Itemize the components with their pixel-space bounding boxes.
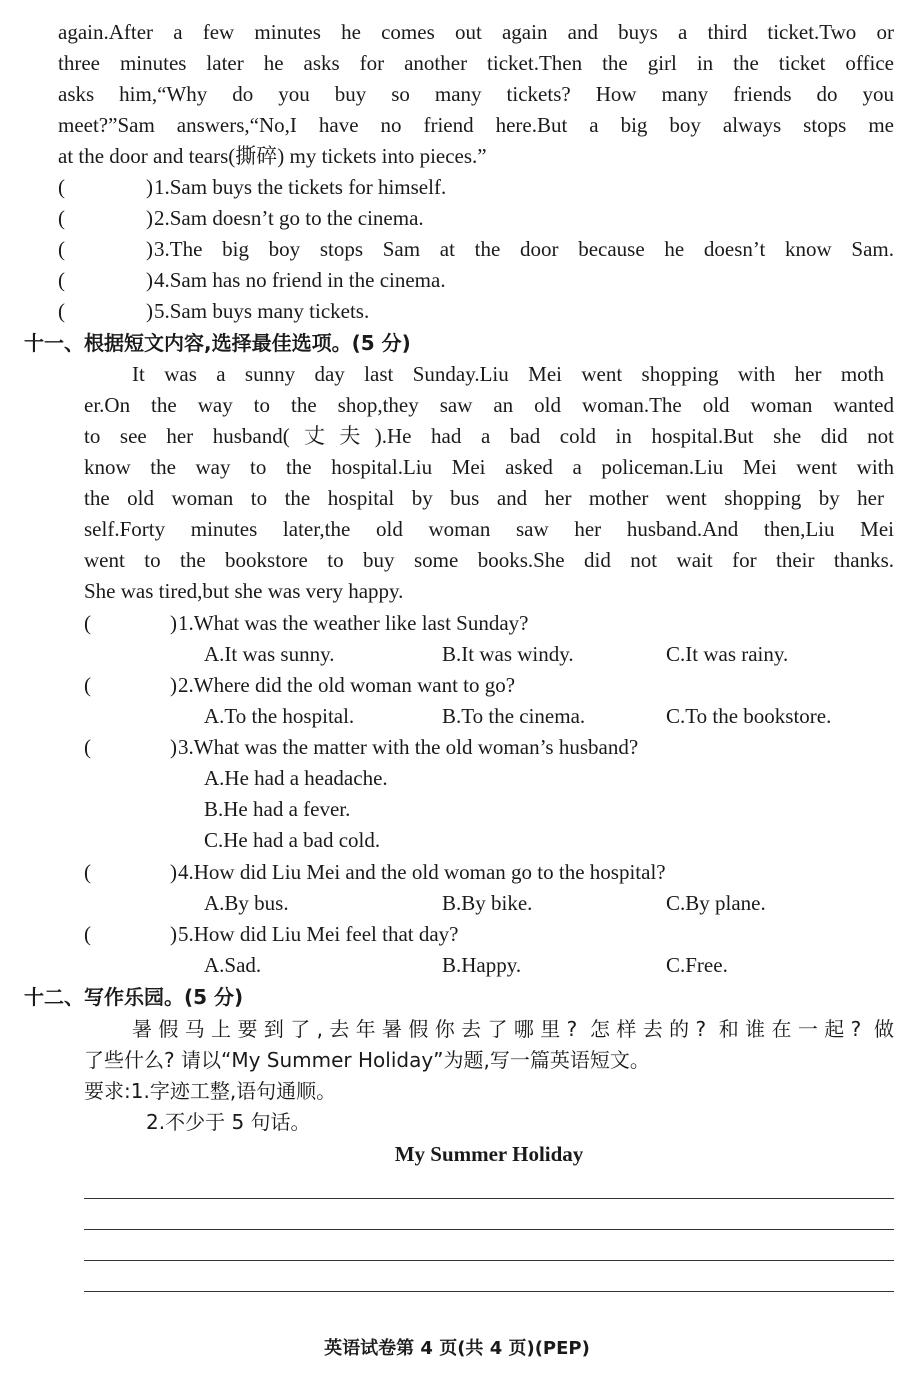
essay-title: My Summer Holiday (394, 1142, 584, 1166)
answer-blank-close: ) (170, 922, 177, 946)
writing-line[interactable] (84, 1229, 894, 1230)
prompt-line: 了些什么? 请以“My Summer Holiday”为题,写一篇英语短文。 (84, 1048, 650, 1072)
answer-blank-open[interactable]: ( (58, 237, 65, 261)
answer-blank-open[interactable]: ( (58, 175, 65, 199)
answer-blank-open[interactable]: ( (58, 299, 65, 323)
passage-line: self.Forty minutes later,the old woman saw her husband.And then,Liu Mei (84, 517, 894, 541)
option-c: C.He had a bad cold. (204, 828, 381, 852)
question-text: 5.Sam buys many tickets. (154, 299, 370, 323)
passage-line: to see her husband(丈夫).He had a bad cold in hospital.But she did not (84, 424, 894, 448)
option-b: B.He had a fever. (204, 797, 351, 821)
page-footer: 英语试卷第 4 页(共 4 页)(PEP) (324, 1338, 590, 1359)
answer-blank-open[interactable]: ( (84, 922, 91, 946)
answer-blank-close: ) (146, 237, 153, 261)
section-11-heading: 十一、根据短文内容,选择最佳选项。(5 分) (24, 331, 411, 355)
requirement-line: 要求:1.字迹工整,语句通顺。 (84, 1079, 337, 1103)
answer-blank-close: ) (146, 299, 153, 323)
question-text: 4.How did Liu Mei and the old woman go to the hospital? (178, 860, 666, 884)
question-text: 1.Sam buys the tickets for himself. (154, 175, 447, 199)
option-b: B.To the cinema. (442, 704, 586, 728)
writing-line[interactable] (84, 1291, 894, 1292)
question-text: 1.What was the weather like last Sunday? (178, 611, 529, 635)
passage-line: the old woman to the hospital by bus and her mother went shopping by her (84, 486, 884, 510)
answer-blank-close: ) (146, 268, 153, 292)
answer-blank-open[interactable]: ( (84, 860, 91, 884)
option-a: A.By bus. (204, 891, 289, 915)
answer-blank-close: ) (146, 175, 153, 199)
writing-line[interactable] (84, 1198, 894, 1199)
option-a: A.Sad. (204, 953, 262, 977)
answer-blank-open[interactable]: ( (58, 268, 65, 292)
question-text: 3.The big boy stops Sam at the door because he doesn’t know Sam. (154, 237, 894, 261)
question-text: 5.How did Liu Mei feel that day? (178, 922, 459, 946)
answer-blank-close: ) (170, 860, 177, 884)
option-c: C.To the bookstore. (666, 704, 832, 728)
passage-line: She was tired,but she was very happy. (84, 579, 404, 603)
option-b: B.It was windy. (442, 642, 574, 666)
passage-line: three minutes later he asks for another ticket.Then the girl in the ticket office (58, 51, 894, 75)
option-b: B.Happy. (442, 953, 522, 977)
question-text: 4.Sam has no friend in the cinema. (154, 268, 446, 292)
answer-blank-close: ) (170, 673, 177, 697)
passage-line: went to the bookstore to buy some books.She did not wait for their thanks. (84, 548, 894, 572)
prompt-line: 暑假马上要到了,去年暑假你去了哪里? 怎样去的? 和谁在一起? 做 (132, 1017, 894, 1041)
passage-line: at the door and tears(撕碎) my tickets into pieces.” (58, 144, 487, 168)
section-12-heading: 十二、写作乐园。(5 分) (24, 985, 244, 1009)
answer-blank-open[interactable]: ( (84, 673, 91, 697)
question-text: 3.What was the matter with the old woman’s husband? (178, 735, 639, 759)
option-a: A.He had a headache. (204, 766, 388, 790)
answer-blank-open[interactable]: ( (58, 206, 65, 230)
option-c: C.By plane. (666, 891, 766, 915)
answer-blank-close: ) (170, 611, 177, 635)
answer-blank-open[interactable]: ( (84, 611, 91, 635)
passage-line: asks him,“Why do you buy so many tickets? How many friends do you (58, 82, 894, 106)
passage-line: know the way to the hospital.Liu Mei asked a policeman.Liu Mei went with (84, 455, 894, 479)
passage-line: meet?”Sam answers,“No,I have no friend here.But a big boy always stops me (58, 113, 894, 137)
question-text: 2.Sam doesn’t go to the cinema. (154, 206, 424, 230)
passage-line: It was a sunny day last Sunday.Liu Mei went shopping with her moth (132, 362, 884, 386)
option-a: A.It was sunny. (204, 642, 335, 666)
requirement-line: 2.不少于 5 句话。 (146, 1110, 311, 1134)
option-a: A.To the hospital. (204, 704, 355, 728)
option-c: C.Free. (666, 953, 728, 977)
question-text: 2.Where did the old woman want to go? (178, 673, 516, 697)
passage-line: er.On the way to the shop,they saw an old woman.The old woman wanted (84, 393, 894, 417)
passage-line: again.After a few minutes he comes out again and buys a third ticket.Two or (58, 20, 894, 44)
answer-blank-close: ) (170, 735, 177, 759)
option-b: B.By bike. (442, 891, 533, 915)
answer-blank-open[interactable]: ( (84, 735, 91, 759)
option-c: C.It was rainy. (666, 642, 789, 666)
answer-blank-close: ) (146, 206, 153, 230)
writing-line[interactable] (84, 1260, 894, 1261)
